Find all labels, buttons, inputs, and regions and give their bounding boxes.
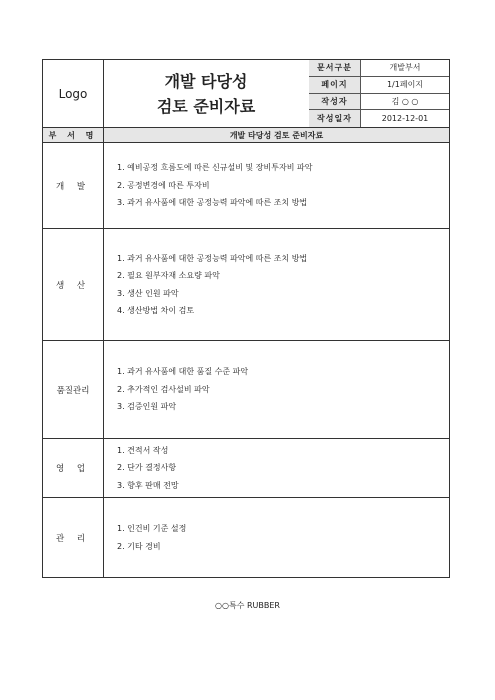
company-footer: ○○특수 RUBBER	[215, 601, 280, 610]
list-item: 2. 기타 경비	[117, 541, 161, 551]
document-form	[42, 59, 450, 578]
logo: Logo	[43, 60, 104, 127]
section-items	[104, 143, 449, 228]
content-column-header: 개발 타당성 검토 준비자료	[229, 130, 324, 140]
list-item: 3. 과거 유사품에 대한 공정능력 파악에 따른 조치 방법	[117, 198, 308, 208]
meta-value: 2012-12-01	[381, 114, 429, 124]
list-item: 1. 과거 유사품에 대한 공정능력 파악에 따른 조치 방법	[117, 253, 308, 263]
section-name: 품질관리	[43, 341, 104, 438]
meta-row-doc-type	[309, 60, 449, 77]
meta-label: 문서구분	[309, 60, 361, 76]
meta-row-date	[309, 110, 449, 127]
section-sales	[43, 439, 449, 498]
section-items	[104, 439, 449, 497]
document-header	[43, 60, 449, 128]
column-header	[43, 128, 449, 143]
section-name: 생 산	[43, 229, 104, 340]
section-items	[104, 498, 449, 577]
list-item: 3. 검증인원 파악	[117, 402, 177, 412]
list-item: 1. 과거 유사품에 대한 품질 수준 파악	[117, 367, 249, 377]
section-items	[104, 341, 449, 438]
document-title	[103, 60, 310, 127]
meta-label: 작성일자	[309, 110, 361, 127]
meta-label: 작성자	[309, 94, 361, 110]
section-name: 영 업	[43, 439, 104, 497]
list-item: 2. 필요 원부자재 소요량 파악	[117, 271, 220, 280]
meta-table	[309, 60, 449, 127]
list-item: 2. 추가적인 검사설비 파악	[117, 384, 210, 394]
list-item: 1. 인건비 기준 설정	[117, 524, 187, 533]
list-item: 4. 생산방법 차이 검토	[117, 306, 195, 315]
section-management	[43, 498, 449, 577]
list-item: 2. 단가 결정사항	[117, 463, 177, 473]
list-item: 1. 견적서 작성	[117, 445, 169, 455]
meta-value: 개발부서	[389, 63, 421, 73]
list-item: 3. 생산 인원 파악	[117, 288, 179, 298]
meta-value: 김 ○ ○	[391, 96, 419, 106]
section-production	[43, 229, 449, 341]
title-line-2: 검토 준비자료	[156, 96, 256, 116]
dept-column-header: 부 서 명	[43, 128, 104, 142]
meta-row-page	[309, 77, 449, 94]
section-items	[104, 229, 449, 340]
list-item: 2. 공정변경에 따른 투자비	[117, 180, 210, 190]
title-line-1: 개발 타당성	[164, 71, 248, 91]
section-development	[43, 143, 449, 229]
section-quality	[43, 341, 449, 439]
list-item: 3. 향후 판매 전망	[117, 480, 179, 490]
meta-label: 페이지	[309, 77, 361, 93]
list-item: 1. 예비공정 흐름도에 따른 신규설비 및 장비투자비 파악	[117, 163, 313, 173]
section-name: 개 발	[43, 143, 104, 228]
section-name: 관 리	[43, 498, 104, 577]
meta-value: 1/1페이지	[386, 80, 424, 90]
meta-row-author	[309, 94, 449, 111]
